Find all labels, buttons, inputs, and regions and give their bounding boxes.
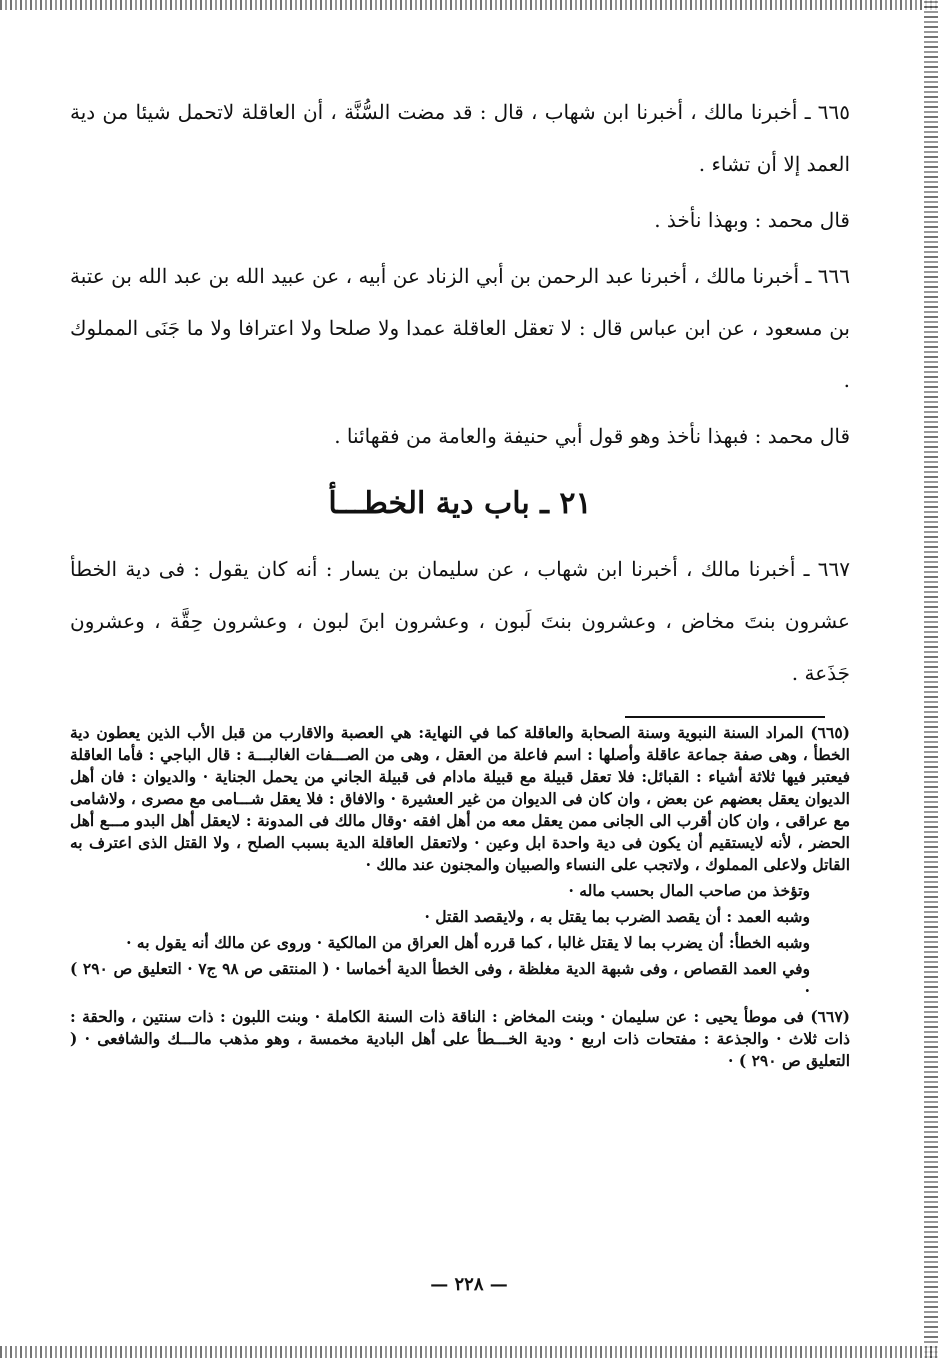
footnote-line: وفي العمد القصاص ، وفى شبهة الدية مغلظة ، وفى الخطأ الدية أخماسا · ( المنتقى ص ٩٨ ج٧ · التعليق ص ٢٩٠ ) · [70, 959, 811, 1000]
section-heading: ٢١ ـ باب دية الخطـــأ [328, 486, 592, 521]
page-number: — ٢٢٨ — [430, 1274, 508, 1295]
decorative-border-right [924, 0, 938, 1358]
footnote-line: وشبه العمد : أن يقصد الضرب بما يقتل به ، ولايقصد القتل · [424, 907, 810, 926]
page-body [70, 86, 850, 1076]
decorative-border-top [0, 0, 938, 10]
footnotes [70, 722, 850, 1072]
hadith-665: ٦٦٥ ـ أخبرنا مالك ، أخبرنا ابن شهاب ، قال : قد مضت السُّنَّة ، أن العاقلة لاتحمل شيئا من دية العمد إلا أن تشاء . [70, 100, 850, 176]
footnote-line: وتؤخذ من صاحب المال بحسب ماله · [568, 881, 810, 900]
footnote-667: (٦٦٧) فى موطأ يحيى : عن سليمان · وبنت المخاض : الناقة ذات السنة الكاملة · وبنت اللبون : ذات سنتين ، والحقة : ذات ثلاث · والجذعة : مفتحات ذات اربع · ودية الخـــطأ على أهل البادية مخمسة ، وهو مذهب مالـــك والشافعى · ( التعليق ص ٢٩٠ ) · [70, 1007, 850, 1070]
hadith-667: ٦٦٧ ـ أخبرنا مالك ، أخبرنا ابن شهاب ، عن سليمان بن يسار : أنه كان يقول : فى دية الخطأ عشرون بنتَ مخاض ، وعشرون بنتَ لَبون ، وعشرون ابنَ لبون ، وعشرون حِقَّة ، وعشرون جَذَعة . [70, 557, 850, 685]
muhammad-comment-1: قال محمد : وبهذا نأخذ . [654, 208, 850, 232]
hadith-666: ٦٦٦ ـ أخبرنا مالك ، أخبرنا عبد الرحمن بن أبي الزناد عن أبيه ، عن عبيد الله بن عبد الله بن عتبة بن مسعود ، عن ابن عباس قال : لا تعقل العاقلة عمدا ولا صلحا ولا اعترافا ولا ما جَنَى المملوك . [70, 264, 850, 392]
muhammad-comment-2: قال محمد : فبهذا نأخذ وهو قول أبي حنيفة والعامة من فقهائنا . [334, 424, 850, 448]
footnote-line: وشبه الخطأ: أن يضرب بما لا يقتل غالبا ، كما قرره أهل العراق من المالكية · وروى عن مالك أنه يقول به · [126, 933, 810, 952]
footnote-separator [70, 703, 850, 722]
footnote-665: (٦٦٥) المراد السنة النبوية وسنة الصحابة والعاقلة كما في النهاية: هي العصبة والاقارب من قبل الأب الذين يعطون دية الخطأ ، وهى صفة جماعة عاقلة وأصلها : اسم فاعلة من العقل ، وهى من الصـــفات الغالبـــة : قال الباجي : فأما العاقلة فيعتبر فيها ثلاثة أشياء : القبائل: فلا تعقل قبيلة مع قبيلة مادام فى قبيلة الجاني من يحمل الجناية · والديوان : فان أهل الديوان يعقل بعضهم عن بعض ، وان كان فى الديوان من غير العشيرة · والافاق : فلا يعقل شـــامى مع مصرى ، ولاشامى مع عراقى ، وان كان أقرب الى الجانى ممن يعقل معه من أهل افقه ·وقال مالك فى المدونة : لايعقل أهل البدو مـــع أهل الحضر ، لأنه لايستقيم أن يكون فى دية واحدة ابل وعين · ولاتعقل العاقلة الدية بسبب الصلح ، ولا القتل الذى اعترف به القاتل ولاعلى المملوك ، ولاتجب على النساء والصبيان والمجنون عند مالك · [70, 723, 850, 874]
decorative-border-bottom [0, 1346, 938, 1358]
